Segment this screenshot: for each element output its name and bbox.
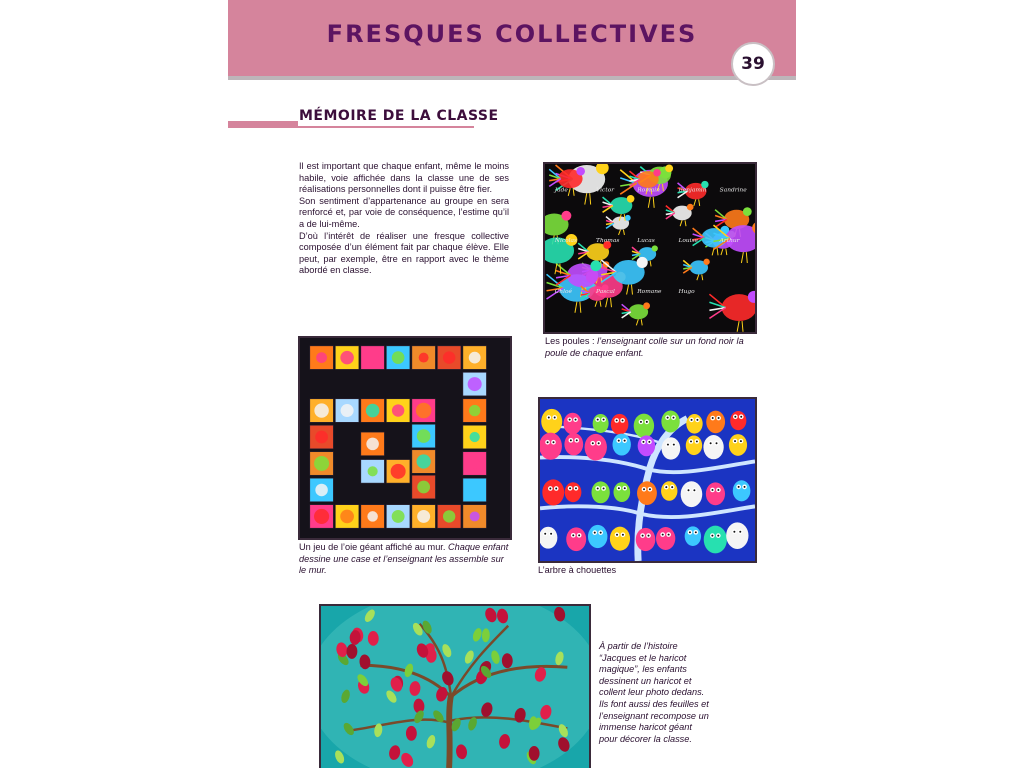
section-heading: MÉMOIRE DE LA CLASSE xyxy=(299,108,499,124)
caption-jeu-oie xyxy=(299,542,513,577)
bean-tree xyxy=(321,606,589,768)
hen-name-label: Chloé xyxy=(554,288,572,295)
photo-arbre-chouettes xyxy=(538,397,757,563)
section-underline xyxy=(298,126,474,128)
caption-haricot-italic: À partir de l’histoire “Jacques et le haricot magique”, les enfants dessinent un haricot et collent leur photo dedans. Ils font aussi des feuilles et l’enseignant recompose un immense haricot géant pour décorer la classe. xyxy=(599,641,709,744)
hen-name-label: Hugo xyxy=(678,288,695,295)
hen-name-label: Benjamin xyxy=(678,187,707,194)
caption-jeu-oie-italic: Chaque enfant dessine une case et l’enseignant les assemble sur le mur. xyxy=(299,542,509,576)
hen-name-label: Pascal xyxy=(596,288,615,295)
caption-poules-plain: Les poules : xyxy=(545,336,598,346)
intro-paragraph: Il est important que chaque enfant, même le moins habile, voie affichée dans la classe une de ses réalisations personnelles dont il puisse être fier. xyxy=(299,161,509,195)
game-squares xyxy=(300,338,510,538)
intro-text xyxy=(299,161,509,277)
caption-poules-italic: l’enseignant colle sur un fond noir la poule de chaque enfant. xyxy=(545,336,744,358)
photo-poules xyxy=(543,162,757,334)
intro-paragraph: Son sentiment d’appartenance au groupe en sera renforcé et, par voie de conséquence, l’estime qu’il a de lui-même. xyxy=(299,195,509,229)
hen-name-label: Louise xyxy=(678,238,699,245)
page-number: 39 xyxy=(731,42,775,86)
hen-name-label: Nicolas xyxy=(554,238,578,245)
caption-chouettes xyxy=(538,565,752,577)
header-shadow xyxy=(228,76,796,80)
caption-chouettes-plain: L’arbre à chouettes xyxy=(538,565,617,575)
photo-jeu-oie xyxy=(298,336,512,540)
section-accent-bar xyxy=(228,121,298,128)
photo-haricot-magique xyxy=(319,604,591,768)
hen-name-label: Lucas xyxy=(637,238,655,245)
hen-name-label: Jade xyxy=(554,187,568,194)
caption-haricot xyxy=(599,641,709,745)
hen-name-label: Romain xyxy=(637,187,660,194)
caption-poules xyxy=(545,336,759,359)
hen-name-label: Victor xyxy=(596,187,615,194)
page-title: FRESQUES COLLECTIVES xyxy=(326,20,698,48)
hen-name-label: Arthur xyxy=(719,238,740,245)
owl-tree xyxy=(540,399,755,561)
hen-name-label: Romane xyxy=(637,288,662,295)
intro-paragraph: D’où l’intérêt de réaliser une fresque collective composée d’un élément fait par chaque élève. Elle peut, par exemple, être en rapport avec le thème abordé en classe. xyxy=(299,230,509,276)
hen-name-label: Sandrine xyxy=(719,187,747,194)
caption-jeu-oie-plain: Un jeu de l’oie géant affiché au mur. xyxy=(299,542,448,552)
hen-name-label: Thomas xyxy=(596,238,620,245)
hen-drawings xyxy=(545,164,755,332)
